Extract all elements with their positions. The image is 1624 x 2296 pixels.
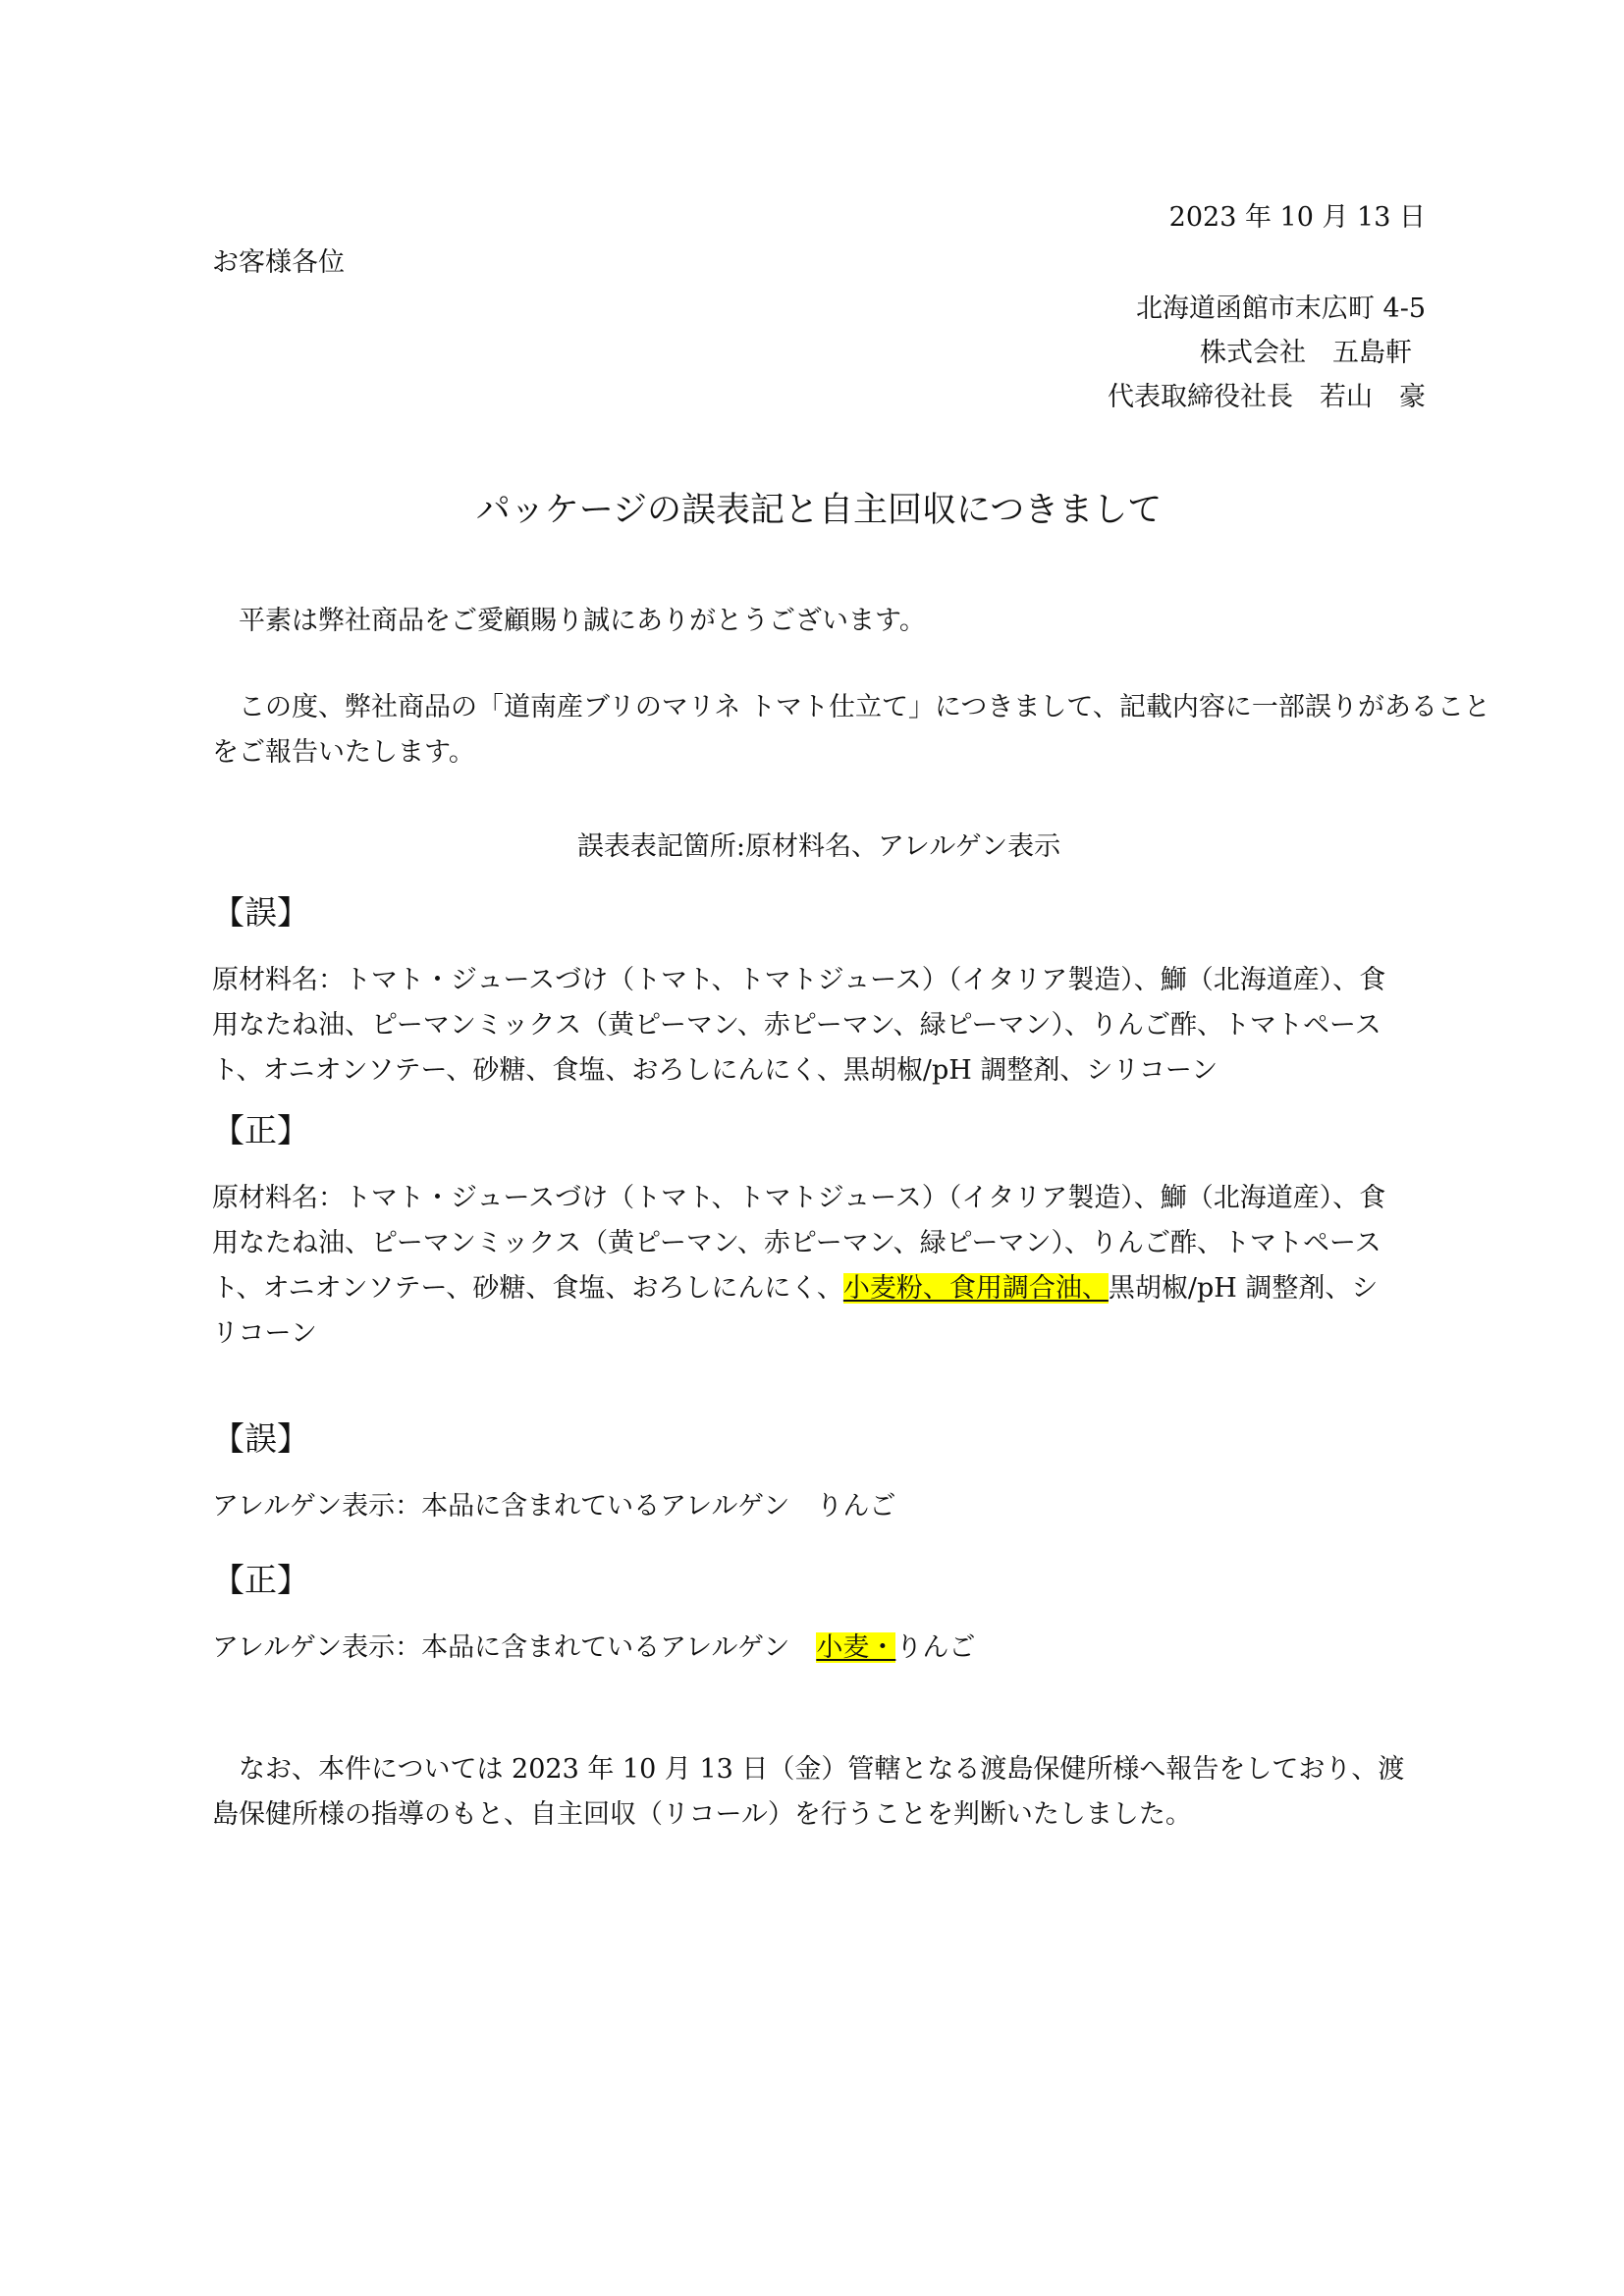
- allergens-correct-post: りんご: [895, 1632, 976, 1663]
- allergens-correct-pre: アレルゲン表示：本品に含まれているアレルゲン: [212, 1632, 817, 1663]
- greeting-paragraph: [212, 599, 1426, 644]
- recipient: お客様各位: [212, 247, 345, 278]
- greeting-line: 平素は弊社商品をご愛顧賜り誠にありがとうございます。: [239, 606, 926, 636]
- ingredients-correct-line-3-post: 黒胡椒/pH 調整剤、シ: [1108, 1273, 1379, 1304]
- allergens-wrong-text: [212, 1484, 1426, 1529]
- closing-line-1: なお、本件については 2023 年 10 月 13 日（金）管轄となる渡島保健所様へ報告をしており、渡: [239, 1754, 1405, 1785]
- sender-representative: 代表取締役社長 若山 豪: [1108, 382, 1426, 412]
- allergens-wrong-line: アレルゲン表示：本品に含まれているアレルゲン りんご: [212, 1491, 896, 1522]
- ingredients-correct-line-2: 用なたね油、ピーマンミックス（黄ピーマン、赤ピーマン、緑ピーマン）、りんご酢、トマトペース: [212, 1228, 1381, 1258]
- ingredients-correct-line-3-pre: ト、オニオンソテー、砂糖、食塩、おろしにんにく、: [212, 1273, 843, 1304]
- closing-line-2: 島保健所様の指導のもと、自主回収（リコール）を行うことを判断いたしました。: [212, 1799, 1192, 1830]
- sender-company: 株式会社 五島軒: [1200, 338, 1412, 368]
- ingredients-wrong-text: [212, 958, 1426, 1094]
- document-date: 2023 年 10 月 13 日: [1168, 202, 1426, 233]
- report-line-2: をご報告いたします。: [212, 737, 475, 768]
- ingredients-added-highlight: 小麦粉、食用調合油、: [842, 1273, 1109, 1304]
- ingredients-wrong-label: 【誤】: [212, 893, 309, 932]
- allergens-correct-line: [212, 1626, 1426, 1671]
- allergens-added-highlight: 小麦・: [816, 1632, 896, 1663]
- error-location-heading: 誤表表記箇所:原材料名、アレルゲン表示: [576, 831, 1061, 862]
- ingredients-correct-line-1: 原材料名：トマト・ジュースづけ（トマト、トマトジュース）（イタリア製造）、鰤（北海道産）、食: [212, 1183, 1386, 1213]
- sender-address: 北海道函館市末広町 4-5: [1135, 294, 1426, 324]
- document-page: [212, 0, 1490, 2296]
- ingredients-correct-label: 【正】: [212, 1111, 309, 1149]
- ingredients-correct-line-4: リコーン: [212, 1318, 317, 1349]
- allergens-correct-label: 【正】: [212, 1561, 309, 1599]
- ingredients-correct-text: [212, 1176, 1426, 1357]
- ingredients-wrong-line-3: ト、オニオンソテー、砂糖、食塩、おろしにんにく、黒胡椒/pH 調整剤、シリコーン: [212, 1055, 1218, 1086]
- page-title: パッケージの誤表記と自主回収につきまして: [475, 491, 1163, 530]
- ingredients-wrong-line-2: 用なたね油、ピーマンミックス（黄ピーマン、赤ピーマン、緑ピーマン）、りんご酢、トマトペース: [212, 1010, 1381, 1041]
- closing-paragraph: [212, 1747, 1426, 1838]
- allergens-wrong-label: 【誤】: [212, 1419, 309, 1458]
- ingredients-correct-line-3: [212, 1266, 1426, 1311]
- ingredients-wrong-line-1: 原材料名：トマト・ジュースづけ（トマト、トマトジュース）（イタリア製造）、鰤（北海道産）、食: [212, 965, 1386, 995]
- allergens-correct-text: [212, 1626, 1426, 1671]
- report-line-1: この度、弊社商品の「道南産ブリのマリネ トマト仕立て」につきまして、記載内容に一部誤りがあること: [239, 692, 1490, 722]
- report-paragraph: [212, 685, 1490, 775]
